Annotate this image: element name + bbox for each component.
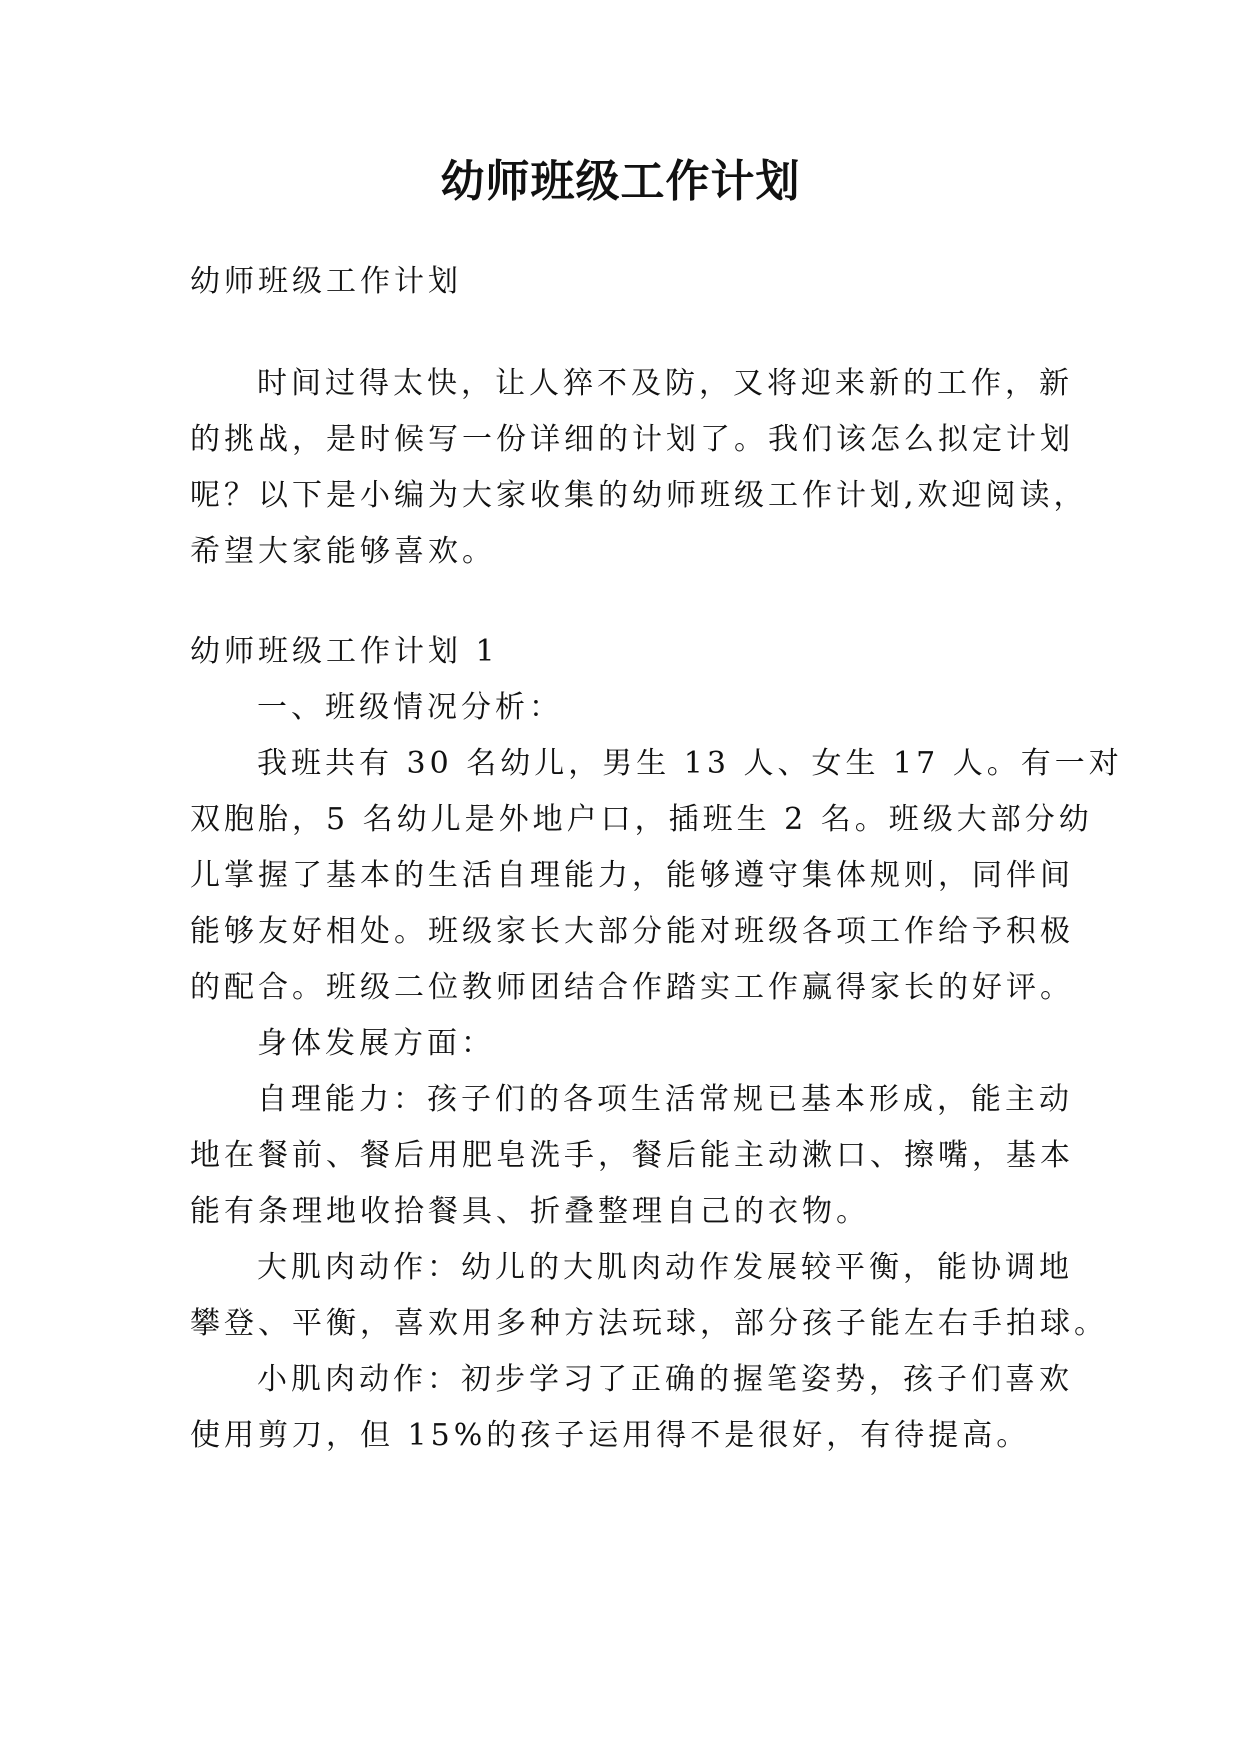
selfcare-line: 能有条理地收拾餐具、折叠整理自己的衣物。 (190, 1194, 870, 1229)
analysis-line: 的配合。班级二位教师团结合作踏实工作赢得家长的好评。 (190, 970, 1074, 1005)
sub-heading-class-analysis: 一、班级情况分析： (257, 690, 563, 725)
document-subtitle: 幼师班级工作计划 (190, 264, 462, 299)
selfcare-line: 自理能力：孩子们的各项生活常规已基本形成，能主动 (257, 1082, 1073, 1117)
gross-motor-line: 大肌肉动作：幼儿的大肌肉动作发展较平衡，能协调地 (257, 1250, 1073, 1285)
document-title: 幼师班级工作计划 (440, 156, 801, 207)
selfcare-line: 地在餐前、餐后用肥皂洗手，餐后能主动漱口、擦嘴，基本 (190, 1138, 1074, 1173)
analysis-line: 能够友好相处。班级家长大部分能对班级各项工作给予积极 (190, 914, 1074, 949)
gross-motor-line: 攀登、平衡，喜欢用多种方法玩球，部分孩子能左右手拍球。 (190, 1306, 1108, 1341)
analysis-line: 双胞胎，5 名幼儿是外地户口，插班生 2 名。班级大部分幼 (190, 802, 1093, 837)
intro-line: 呢？以下是小编为大家收集的幼师班级工作计划,欢迎阅读， (190, 478, 1088, 513)
section-heading: 幼师班级工作计划 1 (190, 634, 499, 669)
intro-line: 希望大家能够喜欢。 (190, 534, 496, 569)
fine-motor-line: 使用剪刀，但 15%的孩子运用得不是很好，有待提高。 (190, 1418, 1031, 1453)
sub-heading-physical: 身体发展方面： (257, 1026, 495, 1061)
intro-line: 时间过得太快，让人猝不及防，又将迎来新的工作，新 (257, 366, 1073, 401)
intro-line: 的挑战，是时候写一份详细的计划了。我们该怎么拟定计划 (190, 422, 1074, 457)
analysis-line: 儿掌握了基本的生活自理能力，能够遵守集体规则，同伴间 (190, 858, 1074, 893)
analysis-line: 我班共有 30 名幼儿，男生 13 人、女生 17 人。有一对 (257, 746, 1123, 781)
fine-motor-line: 小肌肉动作：初步学习了正确的握笔姿势，孩子们喜欢 (257, 1362, 1073, 1397)
